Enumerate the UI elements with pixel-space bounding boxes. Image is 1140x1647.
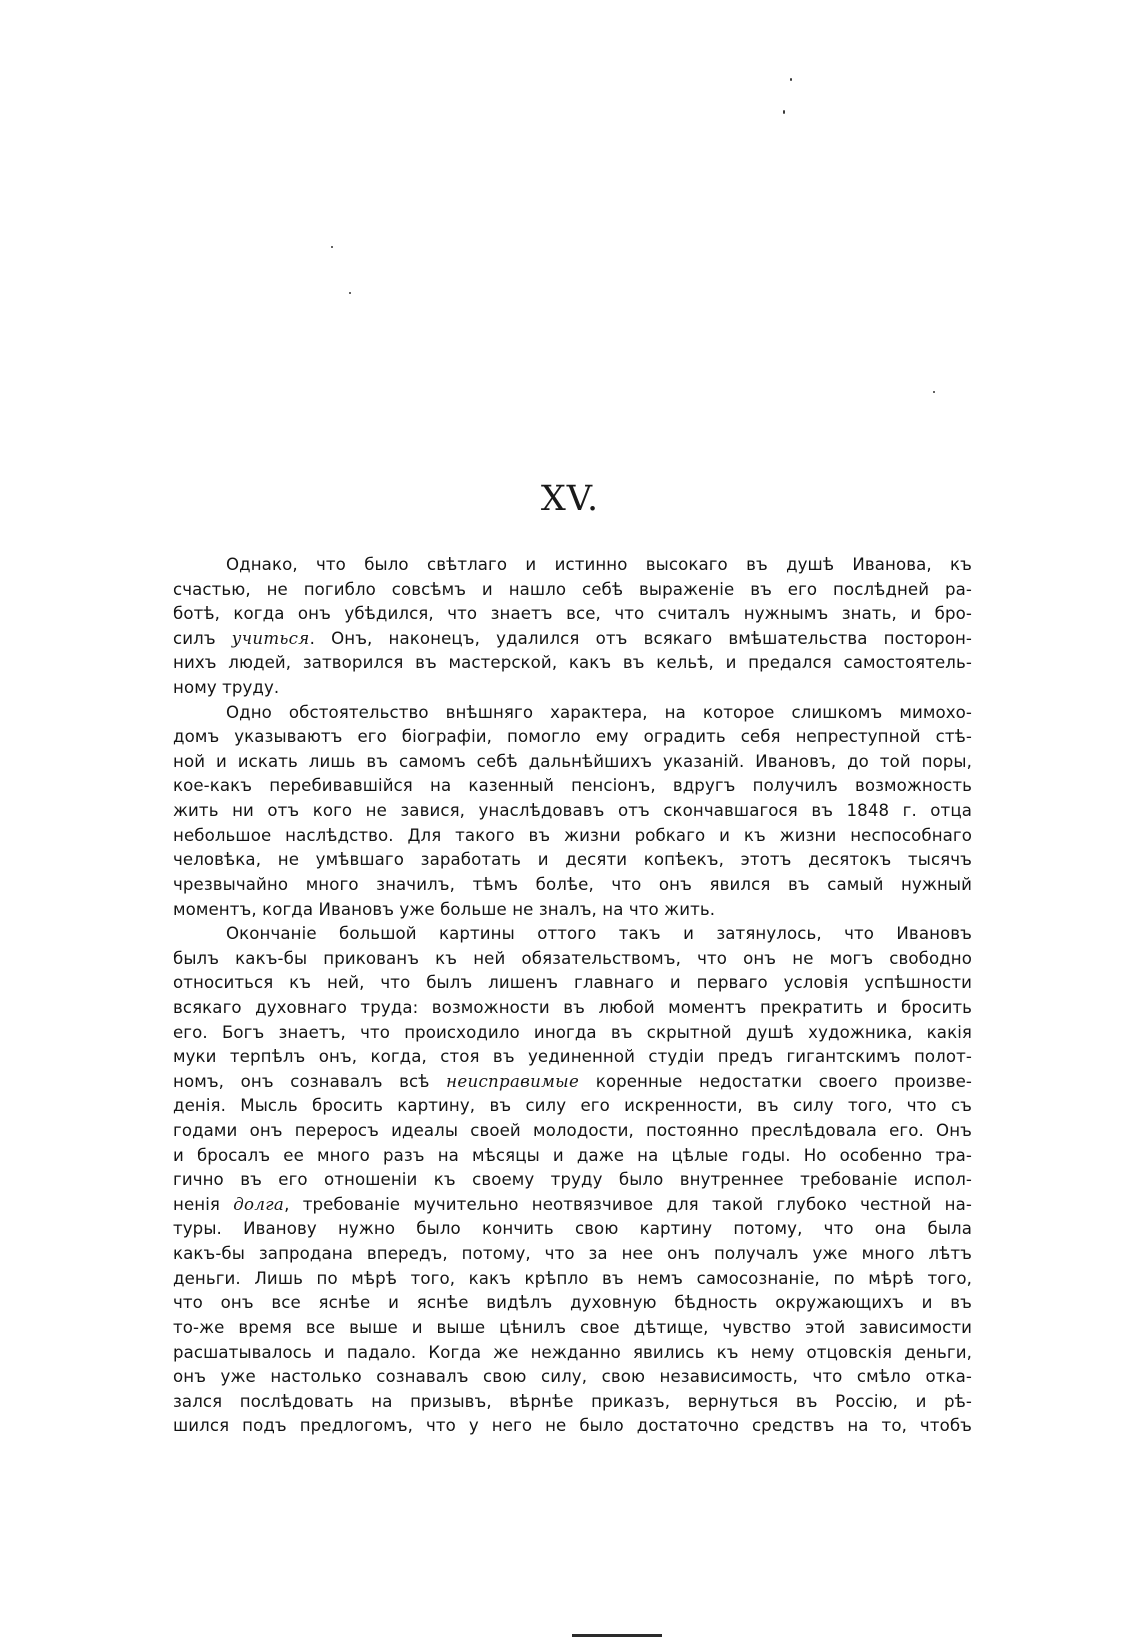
text-line: туры. Иванову нужно было кончить свою картину потому, что она была [173, 1219, 972, 1239]
text-run: . Онъ, наконецъ, удалился отъ всякаго вмѣшательства посторон- [309, 628, 972, 648]
text-line: зался послѣдовать на призывъ, вѣрнѣе приказъ, вернуться въ Россію, и рѣ- [173, 1391, 972, 1411]
text-line: годами онъ переросъ идеалы своей молодости, постоянно преслѣдовала его. Онъ [173, 1121, 972, 1141]
text-line [173, 1070, 972, 1095]
text-line: кое-какъ перебивавшійся на казенный пенсіонъ, вдругъ получилъ возможность [173, 776, 972, 796]
text-line: моментъ, когда Ивановъ уже больше не зналъ, на что жить. [173, 899, 716, 919]
text-run: , требованіе мучительно неотвязчивое для такой глубоко честной на- [284, 1194, 972, 1214]
text-line: то-же время все выше и выше цѣнилъ свое дѣтище, чувство этой зависимости [173, 1317, 972, 1337]
text-line: чрезвычайно много значилъ, тѣмъ болѣе, что онъ явился въ самый нужный [173, 874, 972, 894]
text-line: небольшое наслѣдство. Для такого въ жизни робкаго и къ жизни неспособнаго [173, 825, 972, 845]
text-line: былъ какъ-бы прикованъ къ ней обязательствомъ, что онъ не могъ свободно [173, 948, 972, 968]
text-line: домъ указываютъ его біографіи, помогло ему оградить себя непреступной стѣ- [173, 727, 972, 747]
text-line: ботѣ, когда онъ убѣдился, что знаетъ все, что считалъ нужнымъ знать, и бро- [173, 604, 972, 624]
text-line: человѣка, не умѣвшаго заработать и десяти копѣекъ, этотъ десятокъ тысячъ [173, 850, 972, 870]
text-run: коренные недостатки своего произве- [595, 1071, 973, 1091]
text-line: его. Богъ знаетъ, что происходило иногда въ скрытной душѣ художника, какія [173, 1022, 972, 1042]
text-line [173, 627, 972, 652]
footer-rule [572, 1634, 662, 1637]
emphasis: неисправимые [446, 1071, 580, 1091]
text-line: жить ни отъ кого не завися, унаслѣдовавъ отъ скончавшагося въ 1848 г. отца [173, 801, 972, 821]
text-run: силъ [173, 628, 216, 648]
text-line: муки терпѣлъ онъ, когда, стоя въ уединенной студіи предъ гигантскимъ полот- [173, 1047, 972, 1067]
text-line: ному труду. [173, 678, 280, 698]
text-line: Однако, что было свѣтлаго и истинно высокаго въ душѣ Иванова, къ [226, 555, 972, 574]
text-line: деньги. Лишь по мѣрѣ того, какъ крѣпло въ немъ самосознаніе, по мѣрѣ того, [173, 1268, 972, 1288]
text-line: всякаго духовнаго труда: возможности въ любой моментъ прекратить и бросить [173, 997, 972, 1017]
emphasis: долга [233, 1194, 285, 1214]
text-line: относиться къ ней, что былъ лишенъ главнаго и перваго условія успѣшности [173, 973, 972, 993]
text-line: гично въ его отношеніи къ своему труду было внутреннее требованіе испол- [173, 1170, 972, 1190]
scan-speck [783, 110, 785, 114]
text-line: Одно обстоятельство внѣшняго характера, на которое слишкомъ мимохо- [226, 702, 972, 722]
text-run: ненія [173, 1194, 220, 1214]
text-run: номъ, онъ сознавалъ всѣ [173, 1071, 430, 1091]
text-line: денія. Мысль бросить картину, въ силу его искренности, въ силу того, что съ [173, 1096, 972, 1116]
text-line: шился подъ предлогомъ, что у него не было достаточно средствъ на то, чтобъ [173, 1416, 972, 1436]
text-line: Окончаніе большой картины оттого такъ и затянулось, что Ивановъ [226, 924, 972, 944]
text-line: какъ-бы запродана впередъ, потому, что за нее онъ получалъ уже много лѣтъ [173, 1244, 972, 1264]
scan-speck [349, 292, 351, 294]
text-line: счастью, не погибло совсѣмъ и нашло себѣ выраженіе въ его послѣдней ра- [173, 579, 972, 599]
emphasis: учиться [231, 628, 310, 648]
text-line: расшатывалось и падало. Когда же нежданно явились къ нему отцовскія деньги, [173, 1342, 972, 1362]
scan-speck [790, 78, 792, 81]
text-line: онъ уже настолько сознавалъ свою силу, свою независимость, что смѣло отка- [173, 1367, 972, 1387]
text-line [173, 1193, 972, 1218]
text-line: ной и искать лишь въ самомъ себѣ дальнѣйшихъ указаній. Ивановъ, до той поры, [173, 751, 972, 771]
chapter-heading: XV. [540, 479, 600, 519]
text-line: что онъ все яснѣе и яснѣе видѣлъ духовную бѣдность окружающихъ и въ [173, 1293, 972, 1313]
scan-speck [331, 246, 333, 248]
body-text [173, 553, 972, 1439]
scan-speck [933, 391, 935, 393]
text-line: и бросалъ ее много разъ на мѣсяцы и даже на цѣлые годы. Но особенно тра- [173, 1145, 972, 1165]
text-line: нихъ людей, затворился въ мастерской, какъ въ кельѣ, и предался самостоятель- [173, 653, 972, 673]
